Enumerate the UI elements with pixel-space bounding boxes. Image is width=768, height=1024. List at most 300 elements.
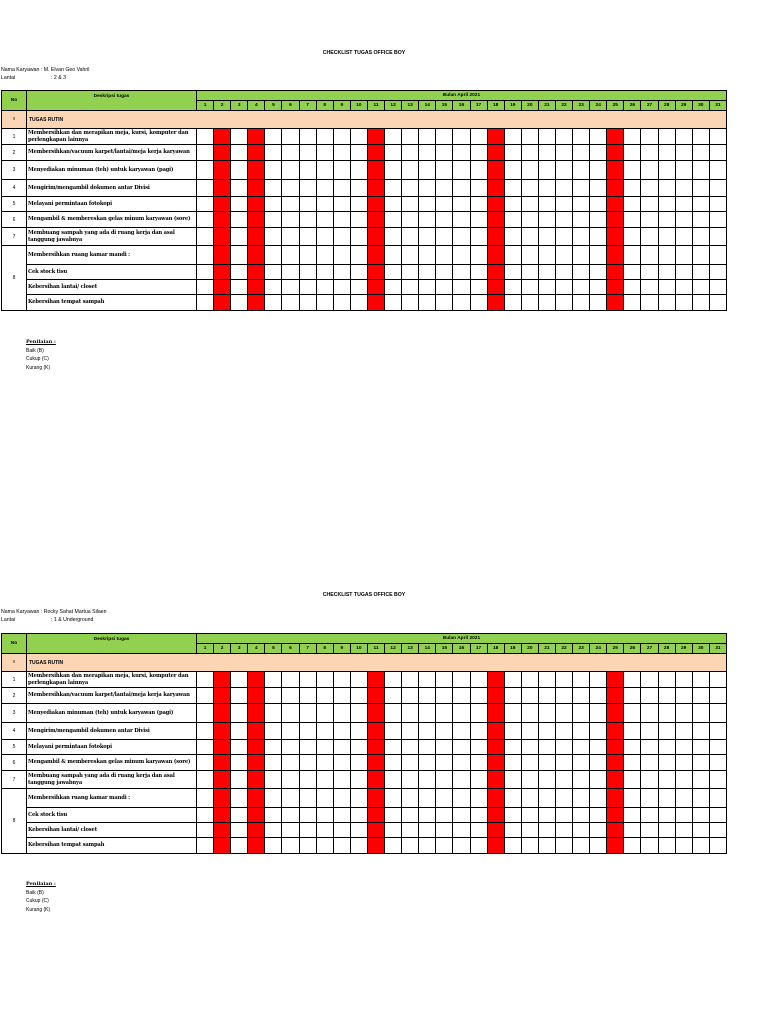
holiday-cell[interactable] bbox=[607, 688, 624, 704]
check-cell[interactable] bbox=[504, 704, 521, 723]
check-cell[interactable] bbox=[231, 129, 248, 145]
holiday-cell[interactable] bbox=[487, 145, 504, 161]
check-cell[interactable] bbox=[350, 688, 367, 704]
check-cell[interactable] bbox=[624, 808, 641, 823]
check-cell[interactable] bbox=[197, 704, 214, 723]
check-cell[interactable] bbox=[573, 129, 590, 145]
check-cell[interactable] bbox=[521, 823, 538, 838]
check-cell[interactable] bbox=[419, 688, 436, 704]
check-cell[interactable] bbox=[624, 295, 641, 311]
check-cell[interactable] bbox=[419, 838, 436, 854]
check-cell[interactable] bbox=[658, 246, 675, 265]
check-cell[interactable] bbox=[675, 704, 692, 723]
check-cell[interactable] bbox=[333, 704, 350, 723]
check-cell[interactable] bbox=[709, 265, 726, 280]
check-cell[interactable] bbox=[624, 280, 641, 295]
holiday-cell[interactable] bbox=[367, 838, 384, 854]
check-cell[interactable] bbox=[709, 672, 726, 688]
check-cell[interactable] bbox=[282, 838, 299, 854]
check-cell[interactable] bbox=[504, 145, 521, 161]
check-cell[interactable] bbox=[538, 789, 555, 808]
check-cell[interactable] bbox=[419, 672, 436, 688]
check-cell[interactable] bbox=[573, 161, 590, 180]
check-cell[interactable] bbox=[231, 838, 248, 854]
check-cell[interactable] bbox=[350, 212, 367, 228]
check-cell[interactable] bbox=[316, 129, 333, 145]
holiday-cell[interactable] bbox=[248, 704, 265, 723]
check-cell[interactable] bbox=[299, 295, 316, 311]
check-cell[interactable] bbox=[385, 280, 402, 295]
check-cell[interactable] bbox=[470, 212, 487, 228]
check-cell[interactable] bbox=[453, 145, 470, 161]
holiday-cell[interactable] bbox=[487, 789, 504, 808]
check-cell[interactable] bbox=[316, 197, 333, 212]
check-cell[interactable] bbox=[675, 789, 692, 808]
check-cell[interactable] bbox=[402, 265, 419, 280]
check-cell[interactable] bbox=[675, 755, 692, 771]
check-cell[interactable] bbox=[299, 688, 316, 704]
holiday-cell[interactable] bbox=[487, 672, 504, 688]
check-cell[interactable] bbox=[709, 771, 726, 789]
check-cell[interactable] bbox=[675, 212, 692, 228]
check-cell[interactable] bbox=[333, 740, 350, 755]
holiday-cell[interactable] bbox=[248, 212, 265, 228]
check-cell[interactable] bbox=[419, 246, 436, 265]
check-cell[interactable] bbox=[265, 808, 282, 823]
check-cell[interactable] bbox=[419, 161, 436, 180]
check-cell[interactable] bbox=[555, 212, 572, 228]
check-cell[interactable] bbox=[453, 212, 470, 228]
check-cell[interactable] bbox=[538, 145, 555, 161]
check-cell[interactable] bbox=[265, 723, 282, 740]
check-cell[interactable] bbox=[316, 823, 333, 838]
check-cell[interactable] bbox=[453, 771, 470, 789]
check-cell[interactable] bbox=[555, 789, 572, 808]
check-cell[interactable] bbox=[350, 280, 367, 295]
check-cell[interactable] bbox=[350, 265, 367, 280]
holiday-cell[interactable] bbox=[607, 789, 624, 808]
holiday-cell[interactable] bbox=[487, 755, 504, 771]
holiday-cell[interactable] bbox=[487, 129, 504, 145]
check-cell[interactable] bbox=[590, 672, 607, 688]
check-cell[interactable] bbox=[265, 228, 282, 246]
check-cell[interactable] bbox=[316, 161, 333, 180]
holiday-cell[interactable] bbox=[248, 823, 265, 838]
check-cell[interactable] bbox=[453, 740, 470, 755]
check-cell[interactable] bbox=[316, 808, 333, 823]
check-cell[interactable] bbox=[316, 789, 333, 808]
check-cell[interactable] bbox=[692, 145, 709, 161]
check-cell[interactable] bbox=[333, 838, 350, 854]
check-cell[interactable] bbox=[197, 823, 214, 838]
holiday-cell[interactable] bbox=[248, 265, 265, 280]
check-cell[interactable] bbox=[453, 723, 470, 740]
check-cell[interactable] bbox=[692, 212, 709, 228]
holiday-cell[interactable] bbox=[607, 161, 624, 180]
check-cell[interactable] bbox=[453, 808, 470, 823]
check-cell[interactable] bbox=[333, 755, 350, 771]
check-cell[interactable] bbox=[402, 688, 419, 704]
check-cell[interactable] bbox=[521, 771, 538, 789]
check-cell[interactable] bbox=[504, 197, 521, 212]
check-cell[interactable] bbox=[419, 723, 436, 740]
check-cell[interactable] bbox=[453, 789, 470, 808]
holiday-cell[interactable] bbox=[248, 771, 265, 789]
check-cell[interactable] bbox=[402, 212, 419, 228]
check-cell[interactable] bbox=[436, 197, 453, 212]
check-cell[interactable] bbox=[658, 197, 675, 212]
check-cell[interactable] bbox=[333, 823, 350, 838]
check-cell[interactable] bbox=[197, 180, 214, 197]
check-cell[interactable] bbox=[333, 228, 350, 246]
holiday-cell[interactable] bbox=[367, 789, 384, 808]
holiday-cell[interactable] bbox=[607, 228, 624, 246]
check-cell[interactable] bbox=[504, 771, 521, 789]
check-cell[interactable] bbox=[402, 145, 419, 161]
holiday-cell[interactable] bbox=[214, 704, 231, 723]
check-cell[interactable] bbox=[402, 295, 419, 311]
check-cell[interactable] bbox=[419, 145, 436, 161]
check-cell[interactable] bbox=[555, 246, 572, 265]
check-cell[interactable] bbox=[470, 280, 487, 295]
holiday-cell[interactable] bbox=[607, 246, 624, 265]
check-cell[interactable] bbox=[658, 838, 675, 854]
check-cell[interactable] bbox=[590, 295, 607, 311]
holiday-cell[interactable] bbox=[248, 246, 265, 265]
check-cell[interactable] bbox=[333, 197, 350, 212]
check-cell[interactable] bbox=[709, 129, 726, 145]
check-cell[interactable] bbox=[692, 265, 709, 280]
check-cell[interactable] bbox=[350, 295, 367, 311]
check-cell[interactable] bbox=[453, 688, 470, 704]
check-cell[interactable] bbox=[658, 823, 675, 838]
holiday-cell[interactable] bbox=[248, 789, 265, 808]
check-cell[interactable] bbox=[624, 145, 641, 161]
check-cell[interactable] bbox=[333, 180, 350, 197]
holiday-cell[interactable] bbox=[248, 740, 265, 755]
check-cell[interactable] bbox=[436, 295, 453, 311]
check-cell[interactable] bbox=[231, 228, 248, 246]
holiday-cell[interactable] bbox=[214, 740, 231, 755]
check-cell[interactable] bbox=[624, 823, 641, 838]
check-cell[interactable] bbox=[709, 145, 726, 161]
check-cell[interactable] bbox=[470, 161, 487, 180]
check-cell[interactable] bbox=[521, 789, 538, 808]
check-cell[interactable] bbox=[436, 161, 453, 180]
holiday-cell[interactable] bbox=[367, 180, 384, 197]
check-cell[interactable] bbox=[385, 755, 402, 771]
check-cell[interactable] bbox=[197, 723, 214, 740]
check-cell[interactable] bbox=[316, 740, 333, 755]
check-cell[interactable] bbox=[350, 180, 367, 197]
check-cell[interactable] bbox=[555, 280, 572, 295]
check-cell[interactable] bbox=[350, 789, 367, 808]
check-cell[interactable] bbox=[692, 161, 709, 180]
check-cell[interactable] bbox=[453, 265, 470, 280]
check-cell[interactable] bbox=[555, 265, 572, 280]
check-cell[interactable] bbox=[538, 180, 555, 197]
check-cell[interactable] bbox=[504, 265, 521, 280]
check-cell[interactable] bbox=[658, 808, 675, 823]
check-cell[interactable] bbox=[299, 704, 316, 723]
check-cell[interactable] bbox=[709, 723, 726, 740]
check-cell[interactable] bbox=[385, 771, 402, 789]
check-cell[interactable] bbox=[590, 789, 607, 808]
check-cell[interactable] bbox=[590, 723, 607, 740]
holiday-cell[interactable] bbox=[487, 280, 504, 295]
check-cell[interactable] bbox=[555, 180, 572, 197]
check-cell[interactable] bbox=[231, 295, 248, 311]
holiday-cell[interactable] bbox=[367, 246, 384, 265]
check-cell[interactable] bbox=[555, 295, 572, 311]
check-cell[interactable] bbox=[316, 704, 333, 723]
check-cell[interactable] bbox=[692, 280, 709, 295]
holiday-cell[interactable] bbox=[214, 280, 231, 295]
check-cell[interactable] bbox=[675, 838, 692, 854]
check-cell[interactable] bbox=[231, 704, 248, 723]
check-cell[interactable] bbox=[555, 161, 572, 180]
check-cell[interactable] bbox=[658, 180, 675, 197]
check-cell[interactable] bbox=[658, 723, 675, 740]
check-cell[interactable] bbox=[282, 212, 299, 228]
check-cell[interactable] bbox=[402, 771, 419, 789]
check-cell[interactable] bbox=[692, 246, 709, 265]
check-cell[interactable] bbox=[436, 265, 453, 280]
check-cell[interactable] bbox=[538, 129, 555, 145]
check-cell[interactable] bbox=[265, 838, 282, 854]
check-cell[interactable] bbox=[197, 228, 214, 246]
check-cell[interactable] bbox=[692, 755, 709, 771]
check-cell[interactable] bbox=[333, 161, 350, 180]
holiday-cell[interactable] bbox=[214, 246, 231, 265]
check-cell[interactable] bbox=[350, 740, 367, 755]
check-cell[interactable] bbox=[641, 808, 658, 823]
check-cell[interactable] bbox=[590, 265, 607, 280]
check-cell[interactable] bbox=[197, 295, 214, 311]
check-cell[interactable] bbox=[197, 145, 214, 161]
check-cell[interactable] bbox=[385, 246, 402, 265]
check-cell[interactable] bbox=[521, 280, 538, 295]
check-cell[interactable] bbox=[282, 771, 299, 789]
check-cell[interactable] bbox=[555, 740, 572, 755]
check-cell[interactable] bbox=[282, 740, 299, 755]
check-cell[interactable] bbox=[624, 161, 641, 180]
check-cell[interactable] bbox=[470, 265, 487, 280]
check-cell[interactable] bbox=[265, 789, 282, 808]
check-cell[interactable] bbox=[573, 295, 590, 311]
check-cell[interactable] bbox=[385, 129, 402, 145]
check-cell[interactable] bbox=[504, 723, 521, 740]
check-cell[interactable] bbox=[555, 771, 572, 789]
check-cell[interactable] bbox=[385, 672, 402, 688]
holiday-cell[interactable] bbox=[607, 838, 624, 854]
holiday-cell[interactable] bbox=[607, 180, 624, 197]
check-cell[interactable] bbox=[231, 161, 248, 180]
check-cell[interactable] bbox=[692, 688, 709, 704]
holiday-cell[interactable] bbox=[248, 838, 265, 854]
check-cell[interactable] bbox=[538, 688, 555, 704]
check-cell[interactable] bbox=[316, 228, 333, 246]
check-cell[interactable] bbox=[231, 145, 248, 161]
check-cell[interactable] bbox=[197, 808, 214, 823]
check-cell[interactable] bbox=[521, 295, 538, 311]
check-cell[interactable] bbox=[538, 228, 555, 246]
check-cell[interactable] bbox=[265, 688, 282, 704]
check-cell[interactable] bbox=[692, 672, 709, 688]
check-cell[interactable] bbox=[573, 197, 590, 212]
check-cell[interactable] bbox=[538, 265, 555, 280]
check-cell[interactable] bbox=[350, 838, 367, 854]
holiday-cell[interactable] bbox=[487, 197, 504, 212]
check-cell[interactable] bbox=[333, 771, 350, 789]
check-cell[interactable] bbox=[504, 295, 521, 311]
holiday-cell[interactable] bbox=[214, 838, 231, 854]
check-cell[interactable] bbox=[590, 280, 607, 295]
check-cell[interactable] bbox=[299, 145, 316, 161]
check-cell[interactable] bbox=[470, 838, 487, 854]
check-cell[interactable] bbox=[709, 180, 726, 197]
check-cell[interactable] bbox=[436, 180, 453, 197]
check-cell[interactable] bbox=[641, 145, 658, 161]
holiday-cell[interactable] bbox=[248, 161, 265, 180]
check-cell[interactable] bbox=[231, 688, 248, 704]
check-cell[interactable] bbox=[590, 808, 607, 823]
check-cell[interactable] bbox=[402, 672, 419, 688]
check-cell[interactable] bbox=[521, 180, 538, 197]
check-cell[interactable] bbox=[573, 212, 590, 228]
check-cell[interactable] bbox=[231, 723, 248, 740]
check-cell[interactable] bbox=[470, 704, 487, 723]
check-cell[interactable] bbox=[641, 771, 658, 789]
check-cell[interactable] bbox=[385, 197, 402, 212]
check-cell[interactable] bbox=[555, 838, 572, 854]
check-cell[interactable] bbox=[709, 295, 726, 311]
check-cell[interactable] bbox=[709, 688, 726, 704]
check-cell[interactable] bbox=[385, 704, 402, 723]
check-cell[interactable] bbox=[350, 808, 367, 823]
check-cell[interactable] bbox=[641, 755, 658, 771]
check-cell[interactable] bbox=[504, 246, 521, 265]
holiday-cell[interactable] bbox=[607, 295, 624, 311]
check-cell[interactable] bbox=[231, 755, 248, 771]
check-cell[interactable] bbox=[658, 295, 675, 311]
check-cell[interactable] bbox=[521, 129, 538, 145]
check-cell[interactable] bbox=[538, 280, 555, 295]
check-cell[interactable] bbox=[675, 740, 692, 755]
holiday-cell[interactable] bbox=[248, 755, 265, 771]
check-cell[interactable] bbox=[265, 129, 282, 145]
check-cell[interactable] bbox=[504, 212, 521, 228]
check-cell[interactable] bbox=[436, 771, 453, 789]
check-cell[interactable] bbox=[470, 740, 487, 755]
holiday-cell[interactable] bbox=[367, 808, 384, 823]
check-cell[interactable] bbox=[590, 180, 607, 197]
holiday-cell[interactable] bbox=[487, 704, 504, 723]
holiday-cell[interactable] bbox=[487, 246, 504, 265]
check-cell[interactable] bbox=[709, 823, 726, 838]
check-cell[interactable] bbox=[470, 789, 487, 808]
check-cell[interactable] bbox=[538, 161, 555, 180]
holiday-cell[interactable] bbox=[248, 672, 265, 688]
check-cell[interactable] bbox=[504, 823, 521, 838]
check-cell[interactable] bbox=[436, 129, 453, 145]
check-cell[interactable] bbox=[590, 145, 607, 161]
check-cell[interactable] bbox=[265, 161, 282, 180]
check-cell[interactable] bbox=[453, 280, 470, 295]
check-cell[interactable] bbox=[624, 704, 641, 723]
holiday-cell[interactable] bbox=[214, 808, 231, 823]
check-cell[interactable] bbox=[675, 129, 692, 145]
check-cell[interactable] bbox=[333, 723, 350, 740]
check-cell[interactable] bbox=[282, 723, 299, 740]
check-cell[interactable] bbox=[521, 145, 538, 161]
check-cell[interactable] bbox=[504, 789, 521, 808]
holiday-cell[interactable] bbox=[214, 771, 231, 789]
check-cell[interactable] bbox=[350, 228, 367, 246]
holiday-cell[interactable] bbox=[487, 295, 504, 311]
check-cell[interactable] bbox=[709, 808, 726, 823]
check-cell[interactable] bbox=[299, 808, 316, 823]
check-cell[interactable] bbox=[282, 228, 299, 246]
check-cell[interactable] bbox=[419, 212, 436, 228]
check-cell[interactable] bbox=[555, 688, 572, 704]
check-cell[interactable] bbox=[350, 161, 367, 180]
check-cell[interactable] bbox=[675, 161, 692, 180]
check-cell[interactable] bbox=[641, 212, 658, 228]
holiday-cell[interactable] bbox=[367, 688, 384, 704]
check-cell[interactable] bbox=[521, 212, 538, 228]
check-cell[interactable] bbox=[624, 265, 641, 280]
check-cell[interactable] bbox=[197, 789, 214, 808]
check-cell[interactable] bbox=[419, 789, 436, 808]
check-cell[interactable] bbox=[521, 197, 538, 212]
check-cell[interactable] bbox=[333, 789, 350, 808]
check-cell[interactable] bbox=[385, 228, 402, 246]
check-cell[interactable] bbox=[333, 688, 350, 704]
check-cell[interactable] bbox=[436, 672, 453, 688]
check-cell[interactable] bbox=[624, 755, 641, 771]
check-cell[interactable] bbox=[350, 145, 367, 161]
check-cell[interactable] bbox=[265, 212, 282, 228]
check-cell[interactable] bbox=[197, 740, 214, 755]
check-cell[interactable] bbox=[709, 212, 726, 228]
check-cell[interactable] bbox=[521, 838, 538, 854]
check-cell[interactable] bbox=[590, 129, 607, 145]
check-cell[interactable] bbox=[316, 265, 333, 280]
check-cell[interactable] bbox=[675, 228, 692, 246]
check-cell[interactable] bbox=[658, 145, 675, 161]
check-cell[interactable] bbox=[299, 161, 316, 180]
check-cell[interactable] bbox=[282, 145, 299, 161]
check-cell[interactable] bbox=[231, 823, 248, 838]
check-cell[interactable] bbox=[470, 755, 487, 771]
check-cell[interactable] bbox=[350, 723, 367, 740]
check-cell[interactable] bbox=[419, 129, 436, 145]
check-cell[interactable] bbox=[299, 789, 316, 808]
check-cell[interactable] bbox=[333, 129, 350, 145]
check-cell[interactable] bbox=[316, 838, 333, 854]
check-cell[interactable] bbox=[692, 723, 709, 740]
check-cell[interactable] bbox=[282, 808, 299, 823]
check-cell[interactable] bbox=[436, 808, 453, 823]
holiday-cell[interactable] bbox=[487, 808, 504, 823]
check-cell[interactable] bbox=[265, 180, 282, 197]
check-cell[interactable] bbox=[385, 212, 402, 228]
check-cell[interactable] bbox=[624, 723, 641, 740]
holiday-cell[interactable] bbox=[487, 265, 504, 280]
check-cell[interactable] bbox=[265, 280, 282, 295]
holiday-cell[interactable] bbox=[248, 280, 265, 295]
